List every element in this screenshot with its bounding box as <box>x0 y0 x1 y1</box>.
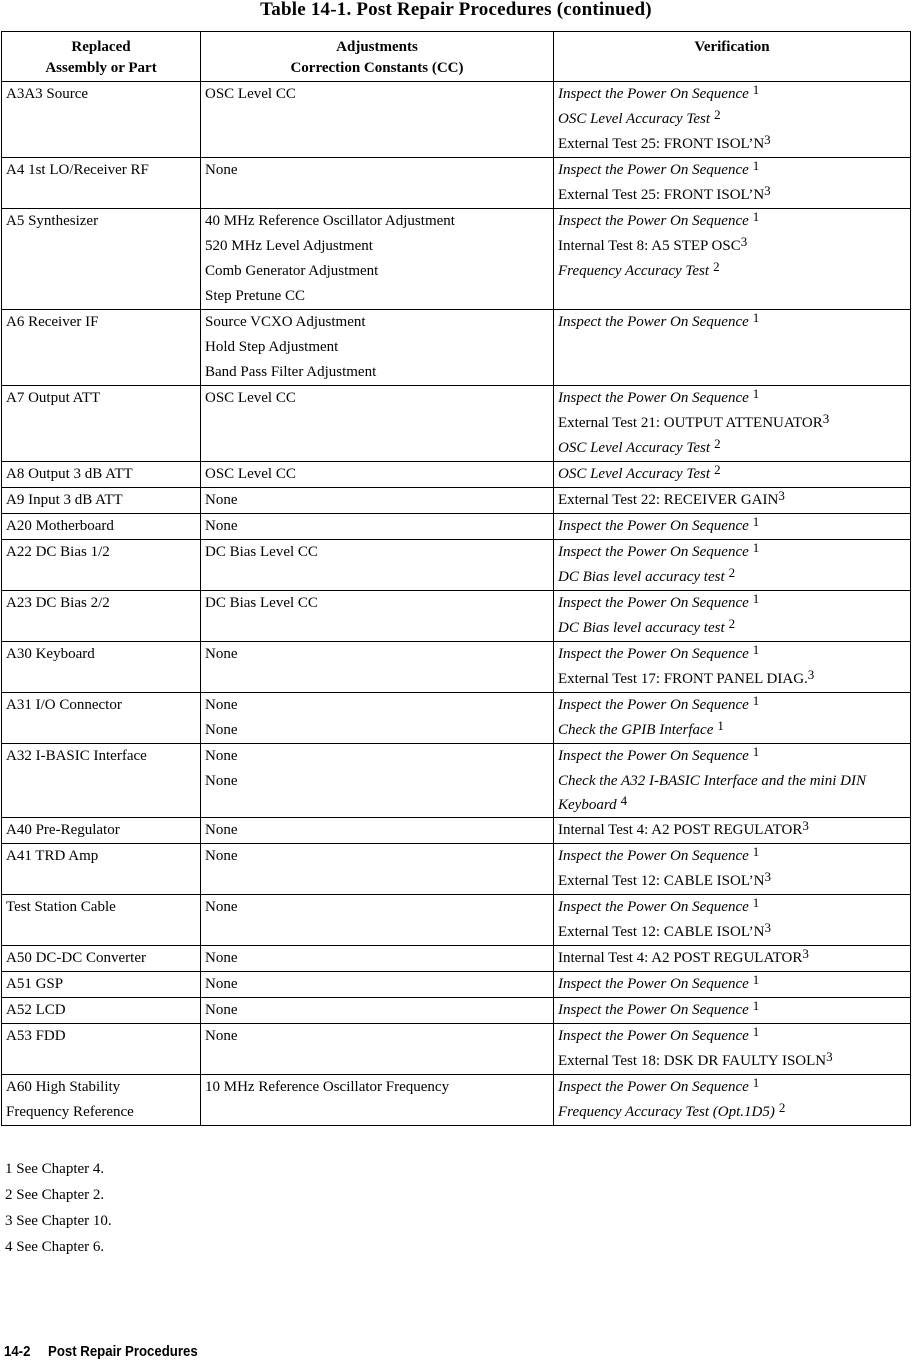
assembly-cell <box>2 998 201 1024</box>
table-row <box>2 209 911 310</box>
assembly-name: A6 Receiver IF <box>6 314 99 330</box>
assembly-name: A23 DC Bias 2/2 <box>6 595 110 611</box>
assembly-name: A60 High Stability <box>6 1079 121 1095</box>
adjustment-cell <box>201 310 554 386</box>
verification-cell <box>554 310 911 386</box>
footnote-ref: 3 <box>764 869 771 884</box>
footnote-ref: 1 <box>752 209 760 224</box>
verification-text: DC Bias level accuracy test <box>558 569 725 585</box>
header-line: Correction Constants (CC) <box>290 60 464 76</box>
verification-text: Inspect the Power On Sequence <box>558 518 749 534</box>
footnote-ref: 1 <box>752 1024 760 1039</box>
footnote-ref: 1 <box>752 998 760 1013</box>
adjustment-item: DC Bias Level CC <box>205 595 318 611</box>
assembly-cell <box>2 488 201 514</box>
adjustment-cell <box>201 514 554 540</box>
footnote-ref: 3 <box>764 920 771 935</box>
table-row <box>2 744 911 818</box>
adjustment-item: None <box>205 822 238 838</box>
footnote-ref: 3 <box>807 667 815 682</box>
verification-item <box>558 209 906 234</box>
adjustment-cell <box>201 642 554 693</box>
header-line: Verification <box>694 39 770 55</box>
adjustment-item: None <box>205 492 238 508</box>
footnote-ref: 1 <box>717 718 724 733</box>
verification-item <box>558 436 906 461</box>
verification-cell <box>554 1075 911 1126</box>
verification-text: Inspect the Power On Sequence <box>558 595 749 611</box>
verification-item <box>558 844 906 869</box>
footnote-ref: 3 <box>802 946 809 961</box>
verification-item <box>558 591 906 616</box>
table-row <box>2 540 911 591</box>
table-row <box>2 82 911 158</box>
footnote-ref: 2 <box>714 462 721 477</box>
footnote-ref: 1 <box>752 744 760 759</box>
verification-text: Inspect the Power On Sequence <box>558 390 749 406</box>
verification-cell <box>554 540 911 591</box>
footnote-ref: 1 <box>752 1075 760 1090</box>
adjustment-item: OSC Level CC <box>205 390 296 406</box>
adjustment-item: Comb Generator Adjustment <box>205 263 379 279</box>
verification-item <box>558 1049 906 1074</box>
verification-cell <box>554 844 911 895</box>
footnote-ref: 2 <box>778 1100 786 1115</box>
assembly-cell <box>2 158 201 209</box>
adjustment-cell <box>201 895 554 946</box>
footnote: 4 See Chapter 6. <box>5 1239 105 1255</box>
assembly-name: A7 Output ATT <box>6 390 101 406</box>
table-row <box>2 1075 911 1126</box>
table-row <box>2 998 911 1024</box>
assembly-cell <box>2 642 201 693</box>
footnote-ref: 2 <box>728 565 736 580</box>
verification-item <box>558 693 906 718</box>
header-verification <box>554 32 911 82</box>
assembly-name: A8 Output 3 dB ATT <box>6 466 133 482</box>
page-footer <box>4 1343 198 1360</box>
verification-item <box>558 972 906 997</box>
assembly-name: A22 DC Bias 1/2 <box>6 544 110 560</box>
adjustment-item: 520 MHz Level Adjustment <box>205 238 373 254</box>
verification-item <box>558 234 906 259</box>
adjustment-cell <box>201 998 554 1024</box>
adjustment-item: Hold Step Adjustment <box>205 339 339 355</box>
verification-item <box>558 158 906 183</box>
assembly-name: A53 FDD <box>6 1028 66 1044</box>
verification-item <box>558 183 906 208</box>
assembly-cell <box>2 540 201 591</box>
footnote-ref: 1 <box>752 514 760 529</box>
verification-text: Inspect the Power On Sequence <box>558 646 749 662</box>
verification-cell <box>554 895 911 946</box>
footnote-ref: 1 <box>752 158 760 173</box>
verification-item <box>558 540 906 565</box>
verification-text: OSC Level Accuracy Test <box>558 111 711 127</box>
adjustment-item: None <box>205 722 238 738</box>
assembly-name: A3A3 Source <box>6 86 89 102</box>
verification-text: Inspect the Power On Sequence <box>558 1028 749 1044</box>
adjustment-cell <box>201 540 554 591</box>
verification-text: Frequency Accuracy Test (Opt.1D5) <box>558 1104 775 1120</box>
assembly-name: Test Station Cable <box>6 899 116 915</box>
adjustment-item: OSC Level CC <box>205 466 296 482</box>
verification-item <box>558 616 906 641</box>
verification-text: Internal Test 4: A2 POST REGULATOR <box>558 822 803 838</box>
verification-item <box>558 998 906 1023</box>
assembly-cell <box>2 462 201 488</box>
verification-cell <box>554 462 911 488</box>
adjustment-item: OSC Level CC <box>205 86 296 102</box>
verification-text: Inspect the Power On Sequence <box>558 1079 749 1095</box>
adjustment-item: Band Pass Filter Adjustment <box>205 364 377 380</box>
footnote-ref: 1 <box>752 82 760 97</box>
verification-cell <box>554 591 911 642</box>
header-line: Replaced <box>71 39 131 55</box>
table-row <box>2 895 911 946</box>
verification-text: Inspect the Power On Sequence <box>558 1002 749 1018</box>
table-body <box>2 82 911 1126</box>
footnote: 3 See Chapter 10. <box>5 1213 112 1229</box>
verification-cell <box>554 82 911 158</box>
verification-cell <box>554 642 911 693</box>
assembly-name: A40 Pre-Regulator <box>6 822 120 838</box>
verification-text: Inspect the Power On Sequence <box>558 162 749 178</box>
verification-item <box>558 920 906 945</box>
assembly-name: A52 LCD <box>6 1002 66 1018</box>
verification-text: OSC Level Accuracy Test <box>558 466 711 482</box>
footnote-ref: 3 <box>740 234 748 249</box>
verification-item <box>558 565 906 590</box>
adjustment-item: None <box>205 1002 238 1018</box>
verification-item <box>558 259 906 284</box>
table-title: Table 14-1. Post Repair Procedures (continued) <box>260 0 652 20</box>
assembly-cell <box>2 310 201 386</box>
table-row <box>2 844 911 895</box>
header-line: Adjustments <box>336 39 418 55</box>
footnote-ref: 3 <box>764 132 771 147</box>
assembly-name: A20 Motherboard <box>6 518 114 534</box>
verification-text: Internal Test 4: A2 POST REGULATOR <box>558 950 803 966</box>
header-replaced-assembly <box>2 32 201 82</box>
verification-text: DC Bias level accuracy test <box>558 620 725 636</box>
adjustment-item: None <box>205 518 238 534</box>
verification-text: External Test 21: OUTPUT ATTENUATOR <box>558 415 823 431</box>
footnote: 2 See Chapter 2. <box>5 1187 105 1203</box>
verification-item <box>558 1100 906 1125</box>
adjustment-item: None <box>205 950 238 966</box>
adjustment-item: None <box>205 697 238 713</box>
table-row <box>2 1024 911 1075</box>
adjustment-cell <box>201 1024 554 1075</box>
verification-item <box>558 1024 906 1049</box>
verification-item <box>558 132 906 157</box>
verification-item <box>558 107 906 132</box>
assembly-cell <box>2 1024 201 1075</box>
verification-text: Inspect the Power On Sequence <box>558 544 749 560</box>
adjustment-cell <box>201 488 554 514</box>
footnote-ref: 2 <box>714 107 721 122</box>
verification-text: Inspect the Power On Sequence <box>558 848 749 864</box>
verification-item <box>558 462 906 487</box>
assembly-cell <box>2 946 201 972</box>
adjustment-cell <box>201 209 554 310</box>
assembly-name: A51 GSP <box>6 976 64 992</box>
adjustment-cell <box>201 946 554 972</box>
table-header-row <box>2 32 911 82</box>
assembly-name: A50 DC-DC Converter <box>6 950 146 966</box>
verification-text: Frequency Accuracy Test <box>558 263 710 279</box>
verification-cell <box>554 386 911 462</box>
adjustment-item: None <box>205 1028 238 1044</box>
assembly-cell <box>2 209 201 310</box>
verification-text: Inspect the Power On Sequence <box>558 976 749 992</box>
footnote-ref: 1 <box>752 540 760 555</box>
verification-item <box>558 718 906 743</box>
adjustment-item: None <box>205 162 238 178</box>
table-row <box>2 514 911 540</box>
adjustment-item: DC Bias Level CC <box>205 544 318 560</box>
assembly-name: A30 Keyboard <box>6 646 95 662</box>
verification-text: External Test 12: CABLE ISOL’N <box>558 873 765 889</box>
assembly-cell <box>2 591 201 642</box>
table-row <box>2 310 911 386</box>
page-number: 14-2 <box>4 1343 31 1360</box>
header-adjustments <box>201 32 554 82</box>
adjustment-item: Source VCXO Adjustment <box>205 314 366 330</box>
footnote: 1 See Chapter 4. <box>5 1161 105 1177</box>
table-row <box>2 693 911 744</box>
assembly-name: A31 I/O Connector <box>6 697 122 713</box>
assembly-cell <box>2 1075 201 1126</box>
footnote-ref: 2 <box>714 436 721 451</box>
verification-item <box>558 895 906 920</box>
verification-text: Check the GPIB Interface <box>558 722 714 738</box>
assembly-cell <box>2 82 201 158</box>
verification-item <box>558 514 906 539</box>
verification-text: Inspect the Power On Sequence <box>558 748 749 764</box>
verification-item <box>558 769 906 817</box>
verification-cell <box>554 818 911 844</box>
footnote-ref: 1 <box>752 844 760 859</box>
verification-text: External Test 17: FRONT PANEL DIAG. <box>558 671 808 687</box>
assembly-cell <box>2 744 201 818</box>
adjustment-cell <box>201 462 554 488</box>
footnote-ref: 1 <box>752 591 760 606</box>
assembly-cell <box>2 386 201 462</box>
verification-text: External Test 12: CABLE ISOL’N <box>558 924 765 940</box>
footnote-ref: 1 <box>752 310 760 325</box>
verification-text: OSC Level Accuracy Test <box>558 440 711 456</box>
footnote-ref: 1 <box>752 972 760 987</box>
footnote-ref: 3 <box>822 411 830 426</box>
assembly-name: A9 Input 3 dB ATT <box>6 492 123 508</box>
verification-item <box>558 310 906 335</box>
assembly-cell <box>2 895 201 946</box>
verification-text: Check the A32 I-BASIC Interface and the mini DIN Keyboard <box>558 773 866 813</box>
table-row <box>2 972 911 998</box>
adjustment-cell <box>201 158 554 209</box>
verification-item <box>558 1075 906 1100</box>
assembly-name: A32 I-BASIC Interface <box>6 748 147 764</box>
footnotes <box>5 1156 112 1260</box>
verification-item <box>558 411 906 436</box>
adjustment-cell <box>201 972 554 998</box>
assembly-name: A4 1st LO/Receiver RF <box>6 162 149 178</box>
assembly-cell <box>2 818 201 844</box>
verification-text: Internal Test 8: A5 STEP OSC <box>558 238 741 254</box>
footnote-ref: 3 <box>826 1049 833 1064</box>
verification-item <box>558 818 906 843</box>
adjustment-item: None <box>205 646 238 662</box>
adjustment-cell <box>201 82 554 158</box>
adjustment-cell <box>201 591 554 642</box>
assembly-cell <box>2 972 201 998</box>
adjustment-cell <box>201 744 554 818</box>
assembly-cell <box>2 844 201 895</box>
verification-cell <box>554 972 911 998</box>
footnote-ref: 4 <box>620 793 628 808</box>
verification-item <box>558 488 906 513</box>
verification-item <box>558 642 906 667</box>
verification-item <box>558 667 906 692</box>
table-row <box>2 386 911 462</box>
table-row <box>2 818 911 844</box>
adjustment-cell <box>201 844 554 895</box>
verification-text: Inspect the Power On Sequence <box>558 314 749 330</box>
verification-cell <box>554 158 911 209</box>
adjustment-cell <box>201 386 554 462</box>
assembly-name: A5 Synthesizer <box>6 213 99 229</box>
verification-item <box>558 946 906 971</box>
verification-item <box>558 869 906 894</box>
footnote-ref: 1 <box>752 386 760 401</box>
table-row <box>2 946 911 972</box>
verification-item <box>558 386 906 411</box>
verification-item <box>558 82 906 107</box>
verification-text: Inspect the Power On Sequence <box>558 86 749 102</box>
verification-text: Inspect the Power On Sequence <box>558 697 749 713</box>
verification-cell <box>554 488 911 514</box>
footnote-ref: 3 <box>802 818 809 833</box>
verification-cell <box>554 514 911 540</box>
footnote-ref: 2 <box>728 616 736 631</box>
adjustment-item: None <box>205 976 238 992</box>
adjustment-cell <box>201 818 554 844</box>
verification-text: Inspect the Power On Sequence <box>558 899 749 915</box>
verification-cell <box>554 998 911 1024</box>
table-row <box>2 158 911 209</box>
verification-text: External Test 25: FRONT ISOL’N <box>558 187 765 203</box>
adjustment-item: None <box>205 899 238 915</box>
footnote-ref: 3 <box>764 183 771 198</box>
footnote-ref: 1 <box>752 642 760 657</box>
adjustment-item: None <box>205 748 238 764</box>
verification-cell <box>554 1024 911 1075</box>
verification-cell <box>554 946 911 972</box>
verification-cell <box>554 693 911 744</box>
adjustment-item: 40 MHz Reference Oscillator Adjustment <box>205 213 455 229</box>
adjustment-cell <box>201 693 554 744</box>
table-row <box>2 462 911 488</box>
verification-text: External Test 18: DSK DR FAULTY ISOLN <box>558 1053 827 1069</box>
header-line: Assembly or Part <box>45 60 157 76</box>
footnote-ref: 1 <box>752 895 760 910</box>
footnote-ref: 3 <box>778 488 785 503</box>
verification-text: External Test 25: FRONT ISOL’N <box>558 136 765 152</box>
section-name: Post Repair Procedures <box>48 1343 198 1360</box>
table-row <box>2 591 911 642</box>
footnote-ref: 2 <box>713 259 720 274</box>
adjustment-item: None <box>205 848 238 864</box>
table-row <box>2 488 911 514</box>
verification-text: Inspect the Power On Sequence <box>558 213 749 229</box>
adjustment-item: Step Pretune CC <box>205 288 305 304</box>
verification-item <box>558 744 906 769</box>
verification-cell <box>554 209 911 310</box>
adjustment-item: None <box>205 773 238 789</box>
assembly-cell <box>2 693 201 744</box>
footnote-ref: 1 <box>752 693 760 708</box>
adjustment-item: 10 MHz Reference Oscillator Frequency <box>205 1079 450 1095</box>
assembly-name: Frequency Reference <box>6 1104 134 1120</box>
post-repair-table <box>1 31 911 1126</box>
verification-cell <box>554 744 911 818</box>
adjustment-cell <box>201 1075 554 1126</box>
assembly-name: A41 TRD Amp <box>6 848 99 864</box>
table-row <box>2 642 911 693</box>
assembly-cell <box>2 514 201 540</box>
verification-text: External Test 22: RECEIVER GAIN <box>558 492 779 508</box>
